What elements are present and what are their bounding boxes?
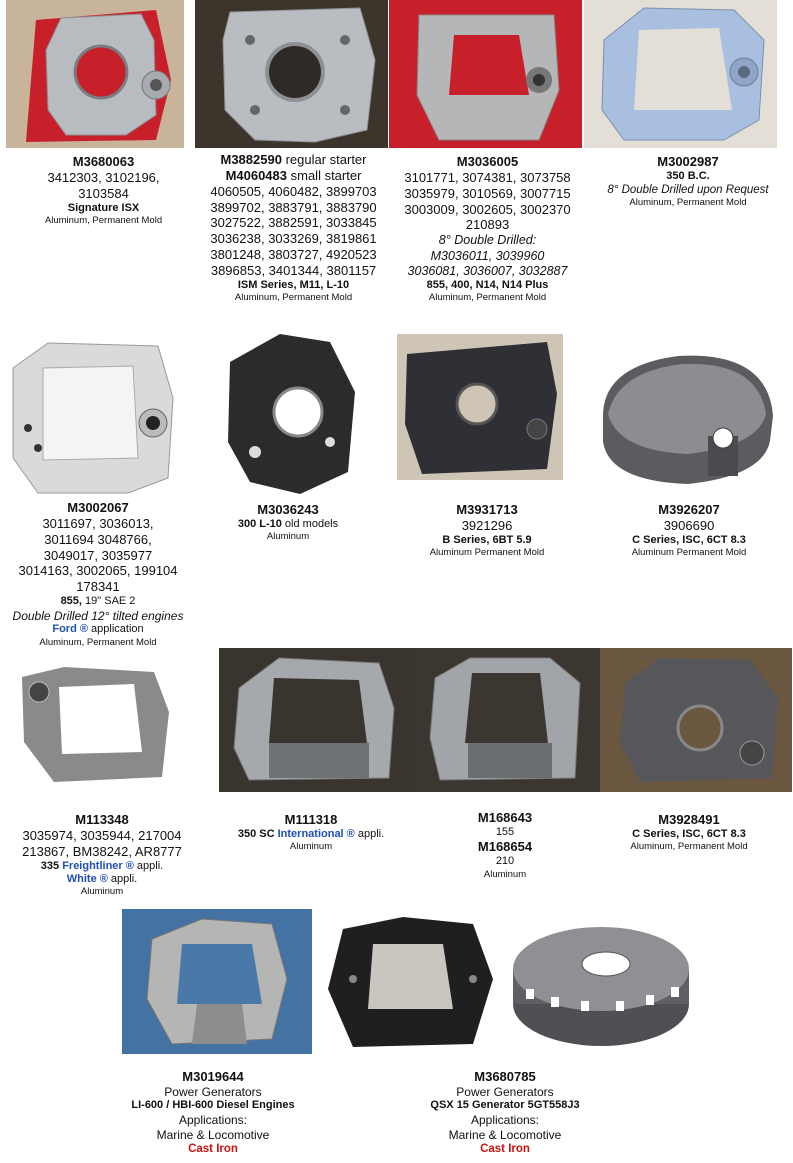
housing-photo-m3002067 — [8, 338, 178, 498]
cross-reference: 3014163, 3002065, 199104 — [18, 563, 178, 579]
category: Power Generators — [456, 1084, 554, 1099]
part-number: M3002067 — [67, 500, 129, 515]
housing-photo-m3036243 — [220, 332, 358, 498]
cross-reference: 3412303, 3102196, — [47, 169, 160, 185]
housing-photo-m3680063 — [6, 0, 184, 148]
caption-m3680063 — [6, 154, 201, 227]
material: Aluminum — [80, 886, 124, 898]
starter-label: regular starter — [281, 152, 367, 167]
cross-reference: 3011694 3048766, — [44, 531, 152, 547]
material: Aluminum — [266, 531, 310, 543]
double-drilled-note: 3036081, 3036007, 3032887 — [407, 263, 568, 278]
application: Signature ISX — [67, 201, 140, 214]
caption-m3926207 — [594, 502, 784, 559]
part-number: M3019644 — [182, 1069, 244, 1084]
part-number: M3928491 — [658, 812, 720, 827]
housing-photo-m3036005 — [389, 0, 582, 148]
caption-m3928491 — [594, 812, 784, 853]
part-number: M168654 — [477, 839, 533, 855]
material: Aluminum, Permanent Mold — [234, 292, 353, 304]
part-number: M3882590 — [220, 152, 282, 167]
cross-reference: 3011697, 3036013, — [42, 515, 154, 531]
part-number: M3926207 — [658, 502, 720, 517]
housing-photo-m113348 — [14, 662, 174, 788]
caption-m3882590 — [200, 152, 387, 304]
brand-suffix: application — [87, 623, 144, 636]
housing-photo-m111318 — [219, 648, 410, 792]
caption-m3002987 — [590, 154, 786, 209]
part-number: M3680785 — [474, 1069, 536, 1084]
material: Aluminum, Permanent Mold — [428, 292, 547, 304]
cross-reference: 4060505, 4060482, 3899703 — [210, 183, 377, 199]
application: C Series, ISC, 6CT 8.3 — [632, 827, 746, 840]
double-drilled-note: Double Drilled 12° tilted engines — [12, 608, 184, 623]
applications-value: Marine & Locomotive — [448, 1127, 562, 1142]
part-number: M4060483 — [225, 167, 288, 183]
application: 335 — [40, 859, 63, 872]
application: ISM Series, M11, L-10 — [237, 278, 350, 291]
housing-photo-drawing — [506, 909, 694, 1054]
material: Aluminum Permanent Mold — [631, 547, 747, 559]
part-number: M113348 — [75, 812, 129, 827]
caption-m113348 — [8, 812, 196, 898]
double-drilled-note: 8° Double Drilled: — [438, 233, 537, 248]
caption-m3680785 — [405, 1069, 605, 1156]
housing-photo-m3926207 — [598, 346, 778, 494]
cross-reference: 3906690 — [663, 517, 715, 533]
application: 350 SC — [237, 827, 278, 840]
material: Cast Iron — [480, 1143, 530, 1156]
brand-white: White ® — [66, 872, 108, 885]
housing-photo-m3882590 — [195, 0, 388, 148]
application-detail: 19" SAE 2 — [81, 595, 136, 608]
brand-freightliner: Freightliner ® — [62, 859, 134, 872]
material: Cast Iron — [188, 1143, 238, 1156]
part-number: M168643 — [477, 810, 533, 825]
part-number: M3931713 — [456, 502, 518, 517]
caption-m3002067 — [8, 500, 188, 648]
cross-reference: 3003009, 3002605, 3002370 — [404, 201, 571, 217]
brand-ford: Ford ® — [52, 623, 88, 636]
starter-label: small starter — [287, 167, 362, 183]
cross-reference: 3921296 — [461, 517, 513, 533]
brand-international: International ® — [277, 827, 355, 840]
cross-reference: 3101771, 3074381, 3073758 — [404, 169, 571, 185]
housing-photo-m168643 — [410, 648, 600, 792]
size-label: 155 — [495, 825, 515, 838]
cross-reference: 3035979, 3010569, 3007715 — [404, 185, 571, 201]
part-number: M3036005 — [456, 154, 519, 169]
brand-suffix: appli. — [354, 827, 385, 840]
cross-reference: 3801248, 3803727, 4920523 — [210, 247, 377, 263]
applications-label: Applications: — [178, 1112, 248, 1127]
cross-reference: 3035974, 3035944, 217004 — [22, 827, 182, 843]
double-drilled-note: 8° Double Drilled upon Request — [607, 184, 769, 197]
application: LI-600 / HBI-600 Diesel Engines — [131, 1099, 295, 1112]
application: C Series, ISC, 6CT 8.3 — [632, 533, 746, 546]
housing-photo-m3928491 — [600, 648, 792, 792]
brand-suffix: appli. — [133, 859, 164, 872]
application: 350 B.C. — [666, 169, 710, 182]
material: Aluminum, Permanent Mold — [39, 636, 157, 648]
application: QSX 15 Generator 5GT558J3 — [430, 1099, 580, 1112]
cross-reference: 3899702, 3883791, 3883790 — [210, 199, 377, 215]
category: Power Generators — [164, 1084, 262, 1099]
caption-m111318 — [219, 812, 403, 853]
material: Aluminum, Permanent Mold — [630, 841, 748, 853]
cross-reference: 3027522, 3882591, 3033845 — [210, 215, 377, 231]
part-number: M3002987 — [657, 154, 719, 169]
part-number: M3680063 — [72, 154, 135, 169]
caption-m3931713 — [392, 502, 582, 559]
cross-reference: 3036238, 3033269, 3819861 — [210, 231, 377, 247]
material: Aluminum, Permanent Mold — [629, 197, 747, 209]
housing-photo-m3680785 — [313, 909, 504, 1054]
cross-reference: 3103584 — [78, 185, 129, 201]
caption-m3019644 — [113, 1069, 313, 1156]
double-drilled-note: M3036011, 3039960 — [430, 248, 545, 263]
material: Aluminum, Permanent Mold — [44, 214, 163, 226]
cross-reference: 178341 — [76, 579, 120, 595]
applications-value: Marine & Locomotive — [156, 1127, 270, 1142]
application: 855, 400, N14, N14 Plus — [426, 279, 549, 292]
material: Aluminum — [483, 868, 527, 880]
material: Aluminum Permanent Mold — [429, 547, 545, 559]
brand-suffix: appli. — [107, 872, 138, 885]
housing-photo-m3002987 — [584, 0, 777, 148]
cross-reference: 210893 — [465, 217, 510, 233]
housing-photo-m3019644 — [122, 909, 312, 1054]
cross-reference: 213867, BM38242, AR8777 — [22, 843, 182, 859]
part-number: M3036243 — [257, 502, 319, 517]
cross-reference: 3896853, 3401344, 3801157 — [210, 263, 377, 279]
material: Aluminum — [289, 841, 333, 853]
cross-reference: 3049017, 3035977 — [43, 547, 153, 563]
part-number: M111318 — [284, 812, 338, 827]
applications-label: Applications: — [470, 1112, 540, 1127]
caption-m3036005 — [393, 154, 582, 304]
application: 855, — [60, 595, 82, 608]
application-detail: old models — [281, 517, 339, 530]
application: B Series, 6BT 5.9 — [442, 533, 532, 546]
caption-m3036243 — [198, 502, 378, 543]
application: 300 L-10 — [237, 517, 282, 530]
caption-m168643 — [410, 810, 600, 880]
housing-photo-m3931713 — [397, 334, 563, 480]
size-label: 210 — [495, 855, 515, 868]
